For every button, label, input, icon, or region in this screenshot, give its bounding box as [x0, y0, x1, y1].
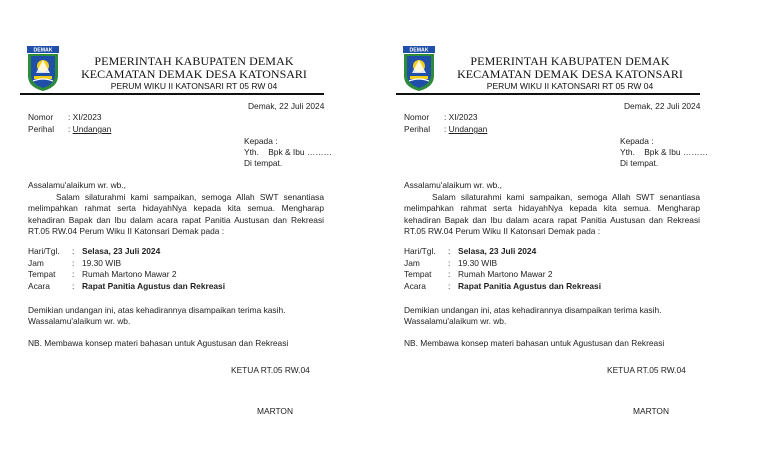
detail-row [28, 281, 225, 293]
perihal-field [68, 124, 111, 136]
invitation-letter-right [400, 0, 740, 466]
detail-label: Hari/Tgl. [404, 246, 436, 256]
detail-value: Rapat Panitia Agustus dan Rekreasi [458, 280, 602, 291]
letter-date: Demak, 22 Juli 2024 [248, 101, 325, 111]
detail-colon: : [72, 280, 75, 291]
signer-title: KETUA RT.05 RW.04 [607, 365, 686, 375]
detail-value: Selasa, 23 Juli 2024 [82, 246, 161, 256]
perihal-field [444, 124, 487, 136]
detail-value: Rapat Panitia Agustus dan Rekreasi [82, 280, 226, 291]
body-paragraph: Salam silaturahmi kami sampaikan, semoga Allah SWT senantiasa melimpahkan rahmat serta hidayahNya kepada kita semua. Mengharap kehadiran Bapak dan Ibu dalam acara rapat Panitia Austusan dan Rekreasi RT.05 RW.04 Perum Wiku II Katonsari Demak pada : [28, 191, 324, 236]
perihal-colon: : [444, 124, 449, 134]
letterhead [24, 55, 364, 91]
detail-row [28, 246, 225, 258]
detail-label: Tempat [404, 269, 432, 279]
closing-line-1: Demikian undangan ini, atas kehadirannya disampaikan terima kasih. [404, 305, 662, 315]
nomor-label: Nomor [28, 112, 54, 122]
detail-value: Rumah Martono Mawar 2 [458, 269, 553, 279]
letter-body [28, 180, 324, 238]
kepada-label: Kepada : [244, 136, 278, 146]
letter-body [404, 180, 700, 238]
detail-value: 19.30 WIB [458, 257, 498, 268]
closing-line-2: Wassalamu'alaikum wr. wb. [404, 316, 507, 326]
detail-row [404, 269, 601, 281]
perihal-value: Undangan [72, 124, 112, 134]
header-line-3: PERUM WIKU II KATONSARI RT 05 RW 04 [486, 81, 654, 91]
kepada-label: Kepada : [620, 136, 654, 146]
detail-row [404, 258, 601, 270]
letter-date: Demak, 22 Juli 2024 [624, 101, 701, 111]
detail-label: Hari/Tgl. [28, 246, 60, 256]
detail-colon: : [448, 246, 451, 256]
yth-recipient: Yth. Bpk & Ibu ……… [244, 147, 332, 157]
detail-value: 19.30 WIB [82, 257, 122, 268]
detail-label: Jam [404, 257, 420, 268]
header-line-2: KECAMATAN DEMAK DESA KATONSARI [81, 67, 307, 81]
perihal-label: Perihal [404, 124, 431, 134]
nb-note: NB. Membawa konsep materi bahasan untuk Agustusan dan Rekreasi [28, 338, 289, 348]
event-details [28, 246, 225, 292]
yth-recipient: Yth. Bpk & Ibu ……… [620, 147, 708, 157]
header-line-3: PERUM WIKU II KATONSARI RT 05 RW 04 [110, 81, 278, 91]
signer-name: MARTON [633, 406, 669, 416]
di-tempat: Di tempat. [244, 158, 283, 168]
nb-note: NB. Membawa konsep materi bahasan untuk Agustusan dan Rekreasi [404, 338, 665, 348]
event-details [404, 246, 601, 292]
signer-name: MARTON [257, 406, 293, 416]
letterhead [400, 55, 740, 91]
detail-colon: : [72, 257, 75, 268]
header-line-1: PEMERINTAH KABUPATEN DEMAK [470, 54, 670, 68]
signer-title: KETUA RT.05 RW.04 [231, 365, 310, 375]
detail-row [28, 258, 225, 270]
detail-colon: : [72, 246, 75, 256]
header-divider [396, 93, 700, 95]
greeting: Assalamu'alaikum wr. wb., [28, 180, 126, 190]
di-tempat: Di tempat. [620, 158, 659, 168]
detail-colon: : [72, 269, 75, 279]
nomor-value: : XI/2023 [68, 112, 102, 122]
detail-colon: : [448, 257, 451, 268]
logo-text: DEMAK [409, 47, 429, 54]
detail-colon: : [448, 280, 451, 291]
perihal-value: Undangan [448, 124, 488, 134]
detail-label: Acara [28, 280, 50, 291]
closing-line-2: Wassalamu'alaikum wr. wb. [28, 316, 131, 326]
detail-colon: : [448, 269, 451, 279]
closing-line-1: Demikian undangan ini, atas kehadirannya disampaikan terima kasih. [28, 305, 286, 315]
logo-text: DEMAK [33, 47, 53, 54]
nomor-value: : XI/2023 [444, 112, 478, 122]
header-line-1: PEMERINTAH KABUPATEN DEMAK [94, 54, 294, 68]
header-divider [20, 93, 324, 95]
perihal-label: Perihal [28, 124, 55, 134]
invitation-letter-left [24, 0, 364, 466]
detail-label: Tempat [28, 269, 56, 279]
detail-row [28, 269, 225, 281]
body-paragraph: Salam silaturahmi kami sampaikan, semoga Allah SWT senantiasa melimpahkan rahmat serta hidayahNya kepada kita semua. Mengharap kehadiran Bapak dan Ibu dalam acara rapat Panitia Austusan dan Rekreasi RT.05 RW.04 Perum Wiku II Katonsari Demak pada : [404, 191, 700, 236]
detail-row [404, 246, 601, 258]
detail-value: Selasa, 23 Juli 2024 [458, 246, 537, 256]
nomor-label: Nomor [404, 112, 430, 122]
detail-label: Acara [404, 280, 426, 291]
perihal-colon: : [68, 124, 73, 134]
greeting: Assalamu'alaikum wr. wb., [404, 180, 502, 190]
header-line-2: KECAMATAN DEMAK DESA KATONSARI [457, 67, 683, 81]
detail-label: Jam [28, 257, 44, 268]
detail-value: Rumah Martono Mawar 2 [82, 269, 177, 279]
detail-row [404, 281, 601, 293]
